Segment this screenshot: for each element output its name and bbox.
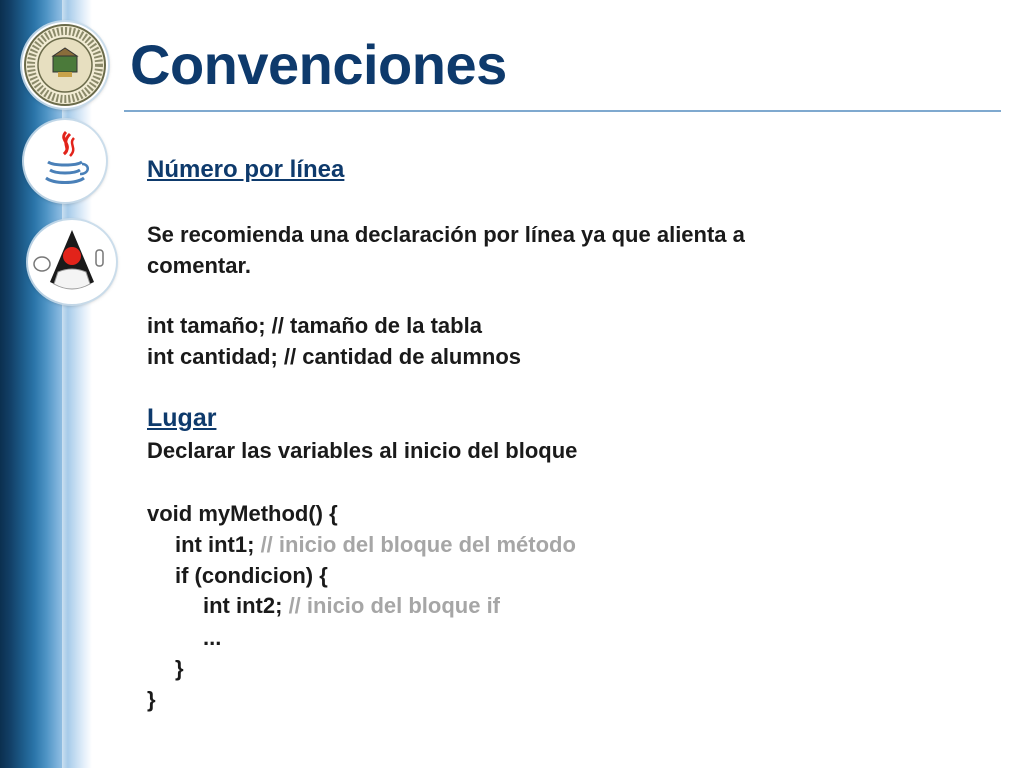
university-seal-logo: [22, 22, 108, 108]
title-divider: [124, 110, 1001, 112]
code-line: [175, 531, 576, 559]
paragraph-line: comentar.: [147, 253, 251, 278]
code-comment: // inicio del bloque del método: [260, 532, 576, 557]
section-heading-lugar: Lugar: [147, 404, 217, 432]
page-title: Convenciones: [130, 33, 507, 96]
code-line: int cantidad; // cantidad de alumnos: [147, 344, 522, 369]
java-logo-icon: [24, 120, 106, 202]
sidebar-gradient: [0, 0, 92, 768]
code-line: [203, 592, 500, 620]
section-heading-numero-por-linea: Número por línea: [147, 156, 345, 183]
paragraph-line: Declarar las variables al inicio del bloque: [147, 438, 578, 463]
code-line: if (condicion) {: [175, 563, 328, 588]
code-line: ...: [203, 625, 222, 650]
code-statement: int int1;: [175, 532, 255, 557]
code-line: int tamaño; // tamaño de la tabla: [147, 313, 482, 338]
paragraph-line: Se recomienda una declaración por línea ya que alienta a: [147, 222, 745, 247]
code-statement: int int2;: [203, 593, 283, 618]
duke-mascot-icon: [28, 220, 116, 304]
code-comment: // inicio del bloque if: [288, 593, 501, 618]
code-line: }: [175, 656, 184, 681]
code-line: void myMethod() {: [147, 501, 338, 526]
code-line: }: [147, 687, 156, 712]
